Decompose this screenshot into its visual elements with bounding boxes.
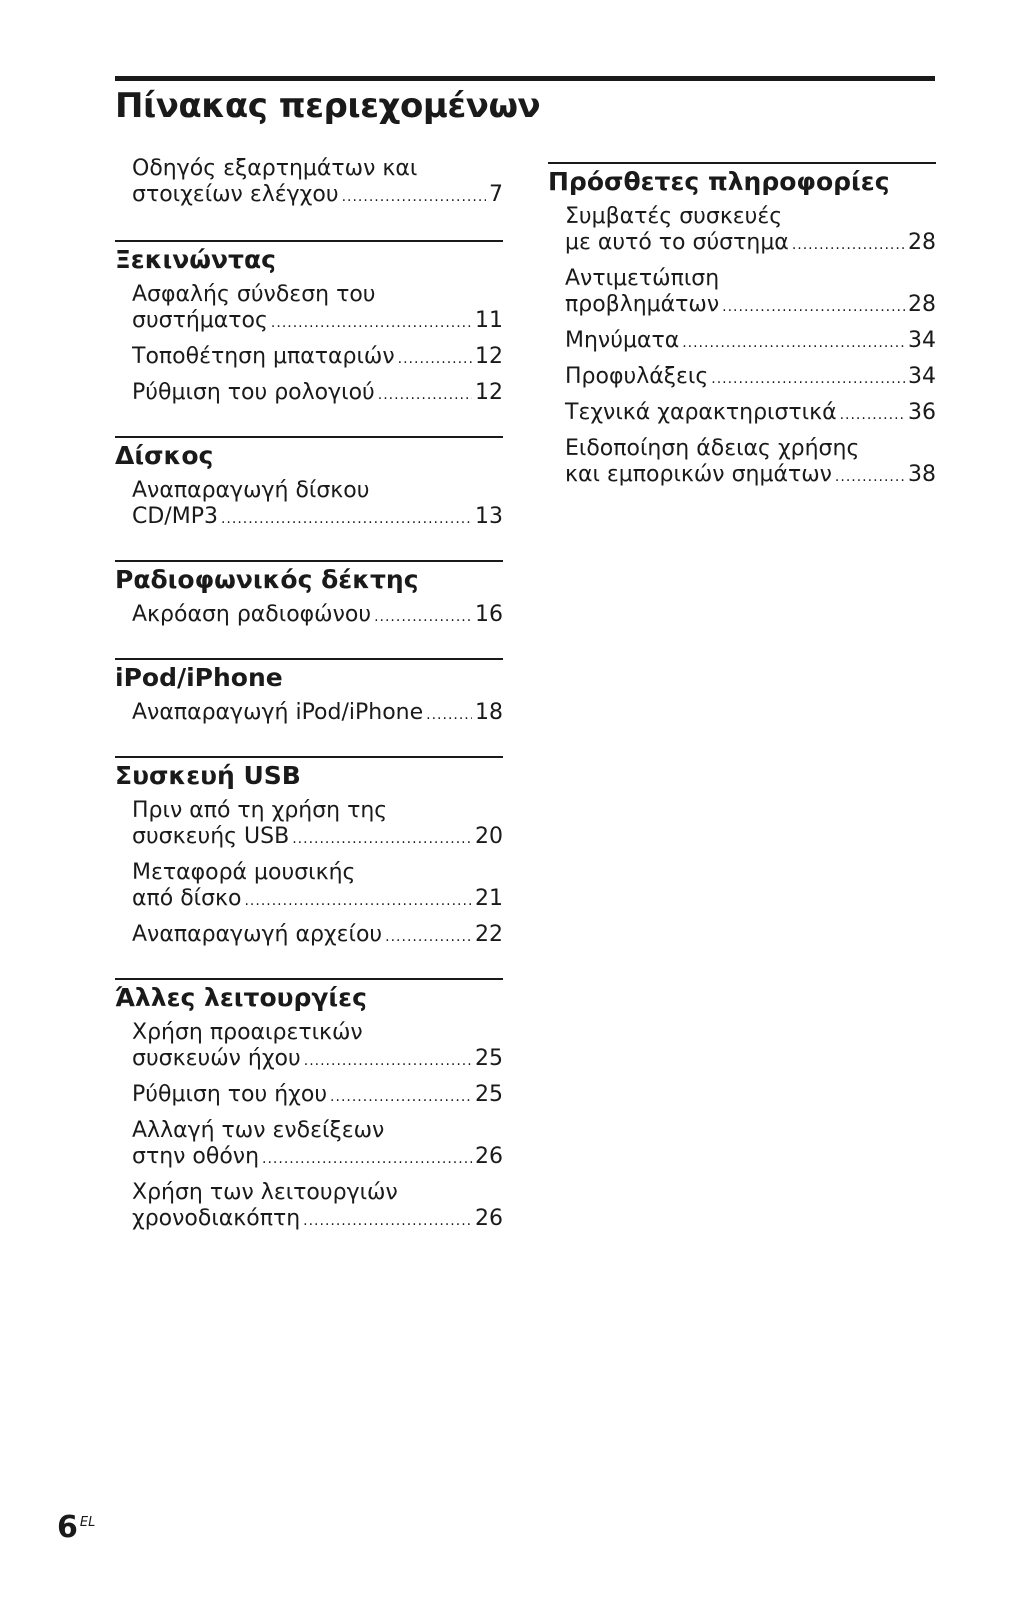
dot-leader <box>840 402 905 428</box>
toc-entry-last-line <box>132 1206 503 1234</box>
toc-entry-last-line <box>132 602 503 630</box>
toc-entry-last-line <box>132 308 503 336</box>
dot-leader <box>244 888 472 914</box>
toc-page-number: 21 <box>475 886 503 911</box>
dot-leader <box>711 366 905 392</box>
toc-page-number: 16 <box>475 602 503 627</box>
toc-entry-last-line <box>132 1046 503 1074</box>
toc-entry-text: Ακρόαση ραδιοφώνου <box>132 602 372 627</box>
toc-page-number: 20 <box>475 824 503 849</box>
toc-page-number: 26 <box>475 1144 503 1169</box>
toc-entry[interactable] <box>115 700 503 728</box>
toc-page-number: 26 <box>475 1206 503 1231</box>
toc-page-number: 11 <box>475 308 503 333</box>
toc-entry[interactable] <box>115 1020 503 1074</box>
toc-section <box>115 240 503 408</box>
footer-language-code: EL <box>79 1515 96 1530</box>
toc-entry-text: Αναπαραγωγή αρχείου <box>132 922 383 947</box>
toc-entry-line: Αλλαγή των ενδείξεων <box>132 1118 385 1143</box>
toc-entry-text: Αναπαραγωγή iPod/iPhone <box>132 700 424 725</box>
toc-section <box>115 756 503 950</box>
toc-entry[interactable] <box>115 380 503 408</box>
toc-entry-last-line <box>132 344 503 372</box>
toc-entry[interactable] <box>548 400 936 428</box>
toc-entry[interactable] <box>115 344 503 372</box>
toc-entry-last-line <box>132 182 503 210</box>
dot-leader <box>342 184 486 210</box>
toc-page-number: 12 <box>475 380 503 405</box>
dot-leader <box>330 1084 472 1110</box>
toc-left-column <box>115 156 503 1262</box>
toc-entry[interactable] <box>115 860 503 914</box>
toc-entry-text: συσκευών ήχου <box>132 1046 301 1071</box>
toc-entry-text: στοιχείων ελέγχου <box>132 182 339 207</box>
toc-page-number: 13 <box>475 504 503 529</box>
toc-entry-text: με αυτό το σύστημα <box>565 230 789 255</box>
toc-entry[interactable] <box>548 364 936 392</box>
toc-entry-intro[interactable] <box>115 156 503 210</box>
toc-entry-text: και εμπορικών σημάτων <box>565 462 832 487</box>
toc-entry[interactable] <box>115 602 503 630</box>
toc-page-number: 18 <box>475 700 503 725</box>
toc-entry-last-line <box>565 328 936 356</box>
toc-entry-text: Ρύθμιση του ρολογιού <box>132 380 375 405</box>
toc-entry-last-line <box>132 886 503 914</box>
toc-section <box>115 978 503 1234</box>
dot-leader <box>303 1208 472 1234</box>
toc-page-number: 25 <box>475 1082 503 1107</box>
toc-entry-text: CD/MP3 <box>132 504 218 529</box>
toc-entry-line: Συμβατές συσκευές <box>565 204 783 229</box>
toc-entry-line: Αντιμετώπιση <box>565 266 720 291</box>
toc-entry-last-line <box>565 364 936 392</box>
toc-section <box>115 436 503 532</box>
toc-section <box>115 658 503 728</box>
section-heading[interactable]: Ξεκινώντας <box>115 240 503 276</box>
toc-entry-last-line <box>132 1144 503 1172</box>
toc-entry-last-line <box>132 504 503 532</box>
toc-page-number: 25 <box>475 1046 503 1071</box>
toc-entry-line: Μεταφορά μουσικής <box>132 860 356 885</box>
dot-leader <box>835 464 905 490</box>
toc-entry-text: στην οθόνη <box>132 1144 260 1169</box>
dot-leader <box>682 330 905 356</box>
toc-page-number: 34 <box>908 328 936 353</box>
toc-entry-last-line <box>132 700 503 728</box>
toc-entry[interactable] <box>548 328 936 356</box>
toc-page-number: 7 <box>489 182 503 207</box>
toc-entry[interactable] <box>115 798 503 852</box>
toc-entry-text: συσκευής USB <box>132 824 290 849</box>
dot-leader <box>385 924 472 950</box>
toc-entry[interactable] <box>548 204 936 258</box>
toc-page-number: 38 <box>908 462 936 487</box>
toc-entry[interactable] <box>115 282 503 336</box>
toc-entry-line: Ειδοποίηση άδειας χρήσης <box>565 436 860 461</box>
toc-entry[interactable] <box>548 266 936 320</box>
toc-entry-text: Μηνύματα <box>565 328 680 353</box>
toc-entry-text: χρονοδιακόπτη <box>132 1206 301 1231</box>
toc-entry-text: από δίσκο <box>132 886 242 911</box>
toc-page-number: 36 <box>908 400 936 425</box>
toc-entry-line: Ασφαλής σύνδεση του <box>132 282 376 307</box>
toc-entry-text: Προφυλάξεις <box>565 364 709 389</box>
toc-entry-text: συστήματος <box>132 308 268 333</box>
toc-entry-last-line <box>132 824 503 852</box>
toc-page-number: 34 <box>908 364 936 389</box>
toc-entry[interactable] <box>115 1082 503 1110</box>
title-rule <box>115 76 935 81</box>
toc-page-number: 28 <box>908 292 936 317</box>
toc-entry-line: Πριν από τη χρήση της <box>132 798 388 823</box>
toc-right-column <box>548 162 936 518</box>
toc-entry-text: Τοποθέτηση μπαταριών <box>132 344 395 369</box>
toc-entry[interactable] <box>115 1118 503 1172</box>
dot-leader <box>378 382 472 408</box>
toc-entry-text: προβλημάτων <box>565 292 720 317</box>
page-number-footer <box>57 1510 95 1545</box>
dot-leader <box>304 1048 472 1074</box>
toc-entry-last-line <box>132 922 503 950</box>
dot-leader <box>271 310 472 336</box>
toc-entry-last-line <box>565 230 936 258</box>
toc-entry-line: Χρήση προαιρετικών <box>132 1020 363 1045</box>
section-heading[interactable]: Συσκευή USB <box>115 756 503 792</box>
section-heading[interactable]: Δίσκος <box>115 436 503 472</box>
dot-leader <box>262 1146 472 1172</box>
toc-page-number: 28 <box>908 230 936 255</box>
dot-leader <box>792 232 905 258</box>
toc-section <box>115 560 503 630</box>
dot-leader <box>426 702 472 728</box>
toc-entry[interactable] <box>115 478 503 532</box>
toc-entry-last-line <box>132 1082 503 1110</box>
toc-section <box>548 162 936 490</box>
dot-leader <box>374 604 472 630</box>
dot-leader <box>221 506 472 532</box>
toc-page-number: 22 <box>475 922 503 947</box>
toc-entry-line: Αναπαραγωγή δίσκου <box>132 478 370 503</box>
toc-entry-line: Χρήση των λειτουργιών <box>132 1180 398 1205</box>
toc-entry-last-line <box>565 400 936 428</box>
toc-entry-text: Ρύθμιση του ήχου <box>132 1082 328 1107</box>
dot-leader <box>292 826 472 852</box>
right-sections <box>548 162 936 490</box>
page-title: Πίνακας περιεχομένων <box>115 86 541 126</box>
toc-entry-text: Τεχνικά χαρακτηριστικά <box>565 400 837 425</box>
toc-entry[interactable] <box>548 436 936 490</box>
toc-entry-last-line <box>565 462 936 490</box>
toc-entry-last-line <box>565 292 936 320</box>
toc-entry[interactable] <box>115 1180 503 1234</box>
toc-page-number: 12 <box>475 344 503 369</box>
footer-page-number: 6 <box>57 1510 78 1545</box>
toc-entry[interactable] <box>115 922 503 950</box>
section-heading[interactable]: Ραδιοφωνικός δέκτης <box>115 560 503 596</box>
dot-leader <box>398 346 472 372</box>
section-heading[interactable]: Πρόσθετες πληροφορίες <box>548 162 936 198</box>
toc-entry-last-line <box>132 380 503 408</box>
dot-leader <box>722 294 905 320</box>
section-heading[interactable]: Άλλες λειτουργίες <box>115 978 503 1014</box>
section-heading[interactable]: iPod/iPhone <box>115 658 503 694</box>
toc-entry-line: Οδηγός εξαρτημάτων και <box>132 156 418 181</box>
left-sections <box>115 240 503 1234</box>
